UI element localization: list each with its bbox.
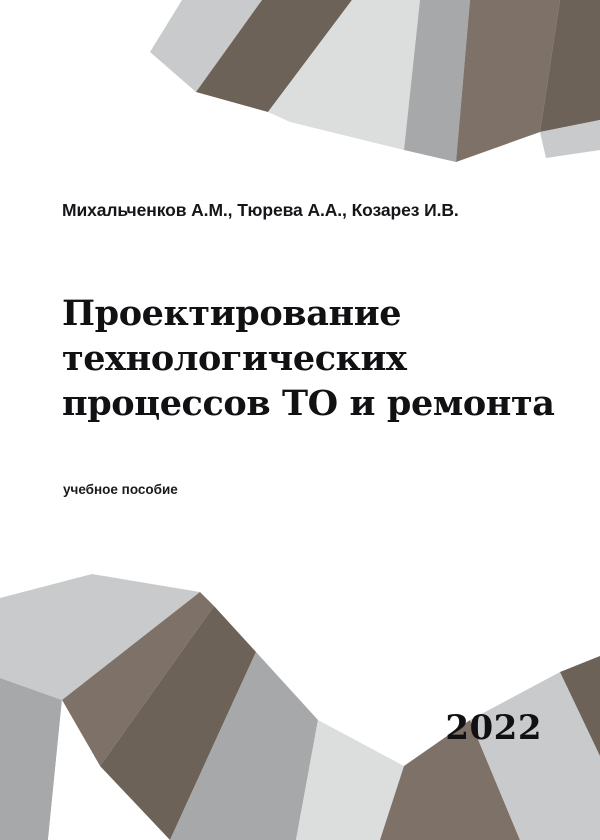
subtitle-label: учебное пособие bbox=[63, 482, 178, 497]
title-line-1: Проектирование bbox=[62, 293, 402, 334]
page-title bbox=[62, 292, 562, 426]
title-line-3: процессов ТО и ремонта bbox=[62, 382, 555, 424]
title-line-2: технологических bbox=[62, 337, 407, 379]
authors-line: Михальченков А.М., Тюрева А.А., Козарез И.В. bbox=[62, 200, 459, 220]
publication-year: 2022 bbox=[445, 708, 542, 748]
